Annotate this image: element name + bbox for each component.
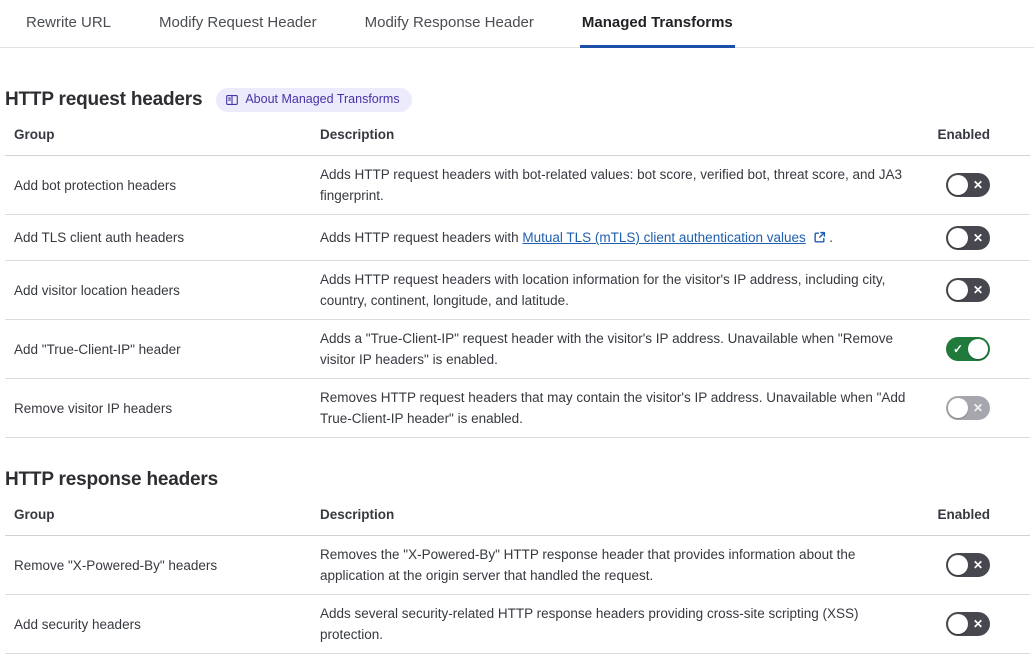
column-header-group: Group bbox=[14, 507, 55, 522]
row-description: Adds HTTP request headers with bot-related values: bot score, verified bot, threat score, and JA3 fingerprint. bbox=[320, 167, 903, 203]
enabled-toggle[interactable] bbox=[946, 337, 990, 361]
row-enabled-cell bbox=[914, 226, 1030, 250]
toggle-knob bbox=[948, 614, 968, 634]
enabled-toggle[interactable] bbox=[946, 226, 990, 250]
toggle-state-icon: ✕ bbox=[972, 558, 983, 572]
description-link[interactable]: Mutual TLS (mTLS) client authentication values bbox=[522, 230, 806, 245]
column-header-description: Description bbox=[320, 127, 395, 142]
row-group-label: Add TLS client auth headers bbox=[14, 230, 185, 245]
external-link-icon bbox=[813, 231, 826, 244]
enabled-toggle[interactable] bbox=[946, 553, 990, 577]
row-description: Adds several security-related HTTP response headers providing cross-site scripting (XSS) protection. bbox=[320, 606, 859, 642]
toggle-state-icon: ✕ bbox=[972, 283, 983, 297]
column-header-enabled: Enabled bbox=[937, 127, 990, 142]
toggle-state-icon: ✕ bbox=[972, 617, 983, 631]
row-group-label: Add bot protection headers bbox=[14, 177, 177, 193]
tab-modify-response-header[interactable] bbox=[363, 0, 536, 48]
tab-managed-transforms[interactable] bbox=[580, 0, 735, 48]
row-enabled-cell bbox=[914, 337, 1030, 361]
row-description: Removes HTTP request headers that may contain the visitor's IP address. Unavailable when "Add True-Client-IP header" is enabled. bbox=[320, 390, 906, 426]
toggle-knob bbox=[948, 398, 968, 418]
table-row bbox=[5, 379, 1030, 438]
row-enabled-cell bbox=[914, 612, 1030, 636]
enabled-toggle[interactable] bbox=[946, 278, 990, 302]
table-row bbox=[5, 320, 1030, 379]
tab-rewrite-url[interactable] bbox=[24, 0, 113, 48]
row-enabled-cell bbox=[914, 278, 1030, 302]
row-group-label: Add "True-Client-IP" header bbox=[14, 341, 181, 357]
row-description: Adds a "True-Client-IP" request header with the visitor's IP address. Unavailable when "Remove visitor IP headers" is enabled. bbox=[320, 331, 893, 367]
toggle-knob bbox=[948, 555, 968, 575]
tab-bar bbox=[0, 0, 1034, 48]
column-header-description: Description bbox=[320, 507, 395, 522]
response-table-header bbox=[5, 491, 1030, 536]
tab-label: Rewrite URL bbox=[26, 14, 112, 31]
book-icon bbox=[225, 93, 239, 107]
toggle-knob bbox=[948, 175, 968, 195]
table-row bbox=[5, 595, 1030, 654]
toggle-knob bbox=[948, 228, 968, 248]
row-group-label: Add security headers bbox=[14, 616, 141, 632]
request-section-header bbox=[5, 88, 1030, 111]
tab-label: Modify Request Header bbox=[159, 14, 317, 31]
row-group-label: Remove visitor IP headers bbox=[14, 400, 173, 416]
request-section-title: HTTP request headers bbox=[5, 88, 203, 110]
toggle-state-icon: ✕ bbox=[972, 230, 983, 245]
tab-modify-request-header[interactable] bbox=[157, 0, 319, 48]
table-row bbox=[5, 536, 1030, 595]
managed-transforms-page bbox=[0, 88, 1034, 654]
tab-label: Managed Transforms bbox=[581, 14, 733, 31]
toggle-state-icon: ✕ bbox=[972, 178, 983, 192]
toggle-knob bbox=[968, 339, 988, 359]
enabled-toggle bbox=[946, 396, 990, 420]
table-row bbox=[5, 261, 1030, 320]
table-row bbox=[5, 215, 1030, 261]
row-enabled-cell bbox=[914, 173, 1030, 197]
column-header-enabled: Enabled bbox=[937, 507, 990, 522]
about-managed-transforms-badge[interactable] bbox=[216, 88, 411, 112]
response-section-title: HTTP response headers bbox=[5, 468, 218, 490]
enabled-toggle[interactable] bbox=[946, 612, 990, 636]
row-group-label: Remove "X-Powered-By" headers bbox=[14, 557, 218, 573]
request-table-header bbox=[5, 111, 1030, 156]
row-description: Adds HTTP request headers with location information for the visitor's IP address, including city, country, continent, longitude, and latitude. bbox=[320, 272, 886, 308]
row-description: Adds HTTP request headers with Mutual TLS (mTLS) client authentication values . bbox=[320, 230, 834, 245]
response-section-header bbox=[5, 468, 1030, 491]
enabled-toggle[interactable] bbox=[946, 173, 990, 197]
row-enabled-cell bbox=[914, 396, 1030, 420]
badge-label: About Managed Transforms bbox=[245, 92, 400, 107]
tab-label: Modify Response Header bbox=[364, 14, 534, 31]
row-enabled-cell bbox=[914, 553, 1030, 577]
table-row bbox=[5, 156, 1030, 215]
request-headers-table bbox=[5, 111, 1030, 438]
response-headers-table bbox=[5, 491, 1030, 654]
toggle-knob bbox=[948, 280, 968, 300]
toggle-state-icon: ✕ bbox=[972, 401, 983, 415]
toggle-state-icon: ✓ bbox=[953, 342, 964, 356]
column-header-group: Group bbox=[14, 127, 55, 142]
row-group-label: Add visitor location headers bbox=[14, 282, 180, 298]
row-description: Removes the "X-Powered-By" HTTP response header that provides information about the application at the origin server that handled the request. bbox=[320, 547, 856, 583]
